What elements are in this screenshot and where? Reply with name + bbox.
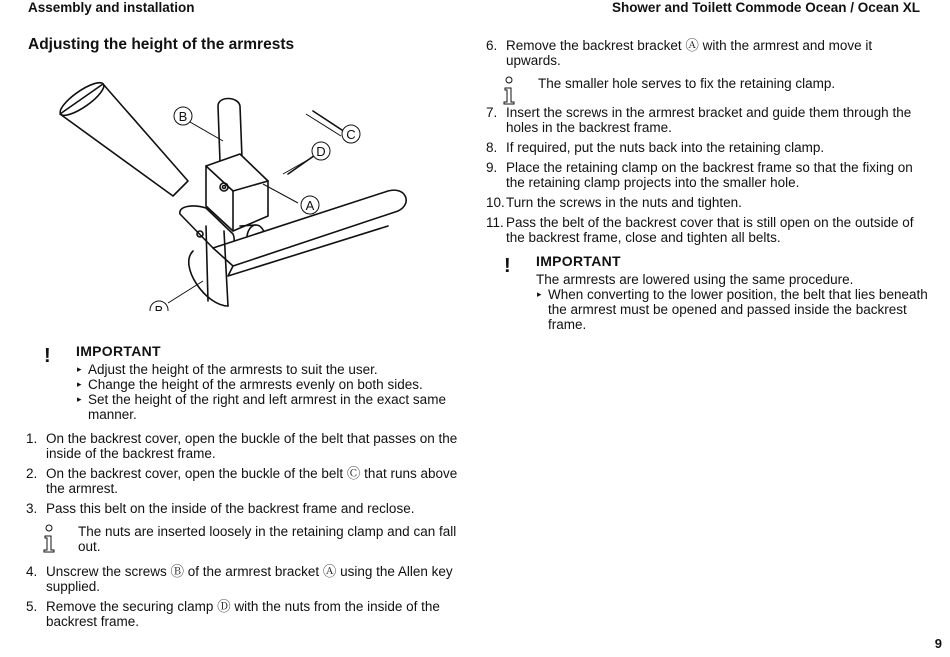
step-item: 10. Turn the screws in the nuts and tighten. [486,195,742,210]
warning-exclamation-icon: ! [44,345,51,367]
label-d: D [316,144,326,159]
label-a: A [305,198,315,213]
note-text: The smaller hole serves to fix the retaining clamp. [538,76,836,91]
steps-list-3 [488,38,928,68]
steps-list-4 [488,105,928,245]
list-item: ▸ Set the height of the right and left armrest in the exact same manner. [76,392,460,422]
header-right: Shower and Toilett Commode Ocean / Ocean XL [611,0,920,15]
important-box-right [488,253,928,332]
important-title: IMPORTANT [76,343,161,359]
step-item: 4. Unscrew the screws Ⓑ of the armrest bracket Ⓐ using the Allen key supplied. [26,564,453,594]
important-box-left [28,343,460,422]
info-note-right [488,76,928,91]
steps-list-2 [28,564,460,629]
left-column [28,36,460,634]
info-icon [502,76,516,106]
list-item: ▸ Change the height of the armrests evenly on both sides. [76,377,460,392]
warning-exclamation-icon: ! [504,255,511,277]
info-note-left [28,524,460,554]
note-text: The nuts are inserted loosely in the retaining clamp and can fall out. [78,524,457,554]
step-item: 9. Place the retaining clamp on the backrest frame so that the fixing on the retaining clamp projects into the smaller hole. [486,160,913,190]
step-item: 7. Insert the screws in the armrest bracket and guide them through the holes in the backrest frame. [486,105,912,135]
important-title: IMPORTANT [536,253,621,269]
step-item: 8. If required, put the nuts back into the retaining clamp. [486,140,825,155]
header-left: Assembly and installation [28,0,195,15]
armrest-illustration [28,66,448,311]
page-number: 9 [934,636,942,651]
info-icon [42,524,56,554]
label-c: C [346,127,356,142]
section-title: Adjusting the height of the armrests [28,36,295,53]
steps-list-1 [28,431,460,516]
important-paragraph: The armrests are lowered using the same procedure. [536,272,854,287]
label-b-bottom: B [154,303,164,311]
step-item: 1. On the backrest cover, open the buckle of the belt that passes on the inside of the backrest frame. [26,431,458,461]
step-item: 6. Remove the backrest bracket Ⓐ with the armrest and move it upwards. [486,38,873,68]
label-b-top: B [178,109,188,124]
step-item: 2. On the backrest cover, open the buckle of the belt Ⓒ that runs above the armrest. [26,466,458,496]
step-item: 3. Pass this belt on the inside of the backrest frame and reclose. [26,501,415,516]
right-column [488,38,928,332]
list-item: ▸ When converting to the lower position, the belt that lies beneath the armrest must be opened and passed inside the backrest frame. [536,287,928,332]
armrest-diagram [28,66,448,311]
step-item: 5. Remove the securing clamp Ⓓ with the nuts from the inside of the backrest frame. [26,599,440,629]
step-item: 11. Pass the belt of the backrest cover that is still open on the outside of the backrest frame, close and tighten all belts. [486,215,914,245]
list-item: ▸ Adjust the height of the armrests to suit the user. [76,362,460,377]
